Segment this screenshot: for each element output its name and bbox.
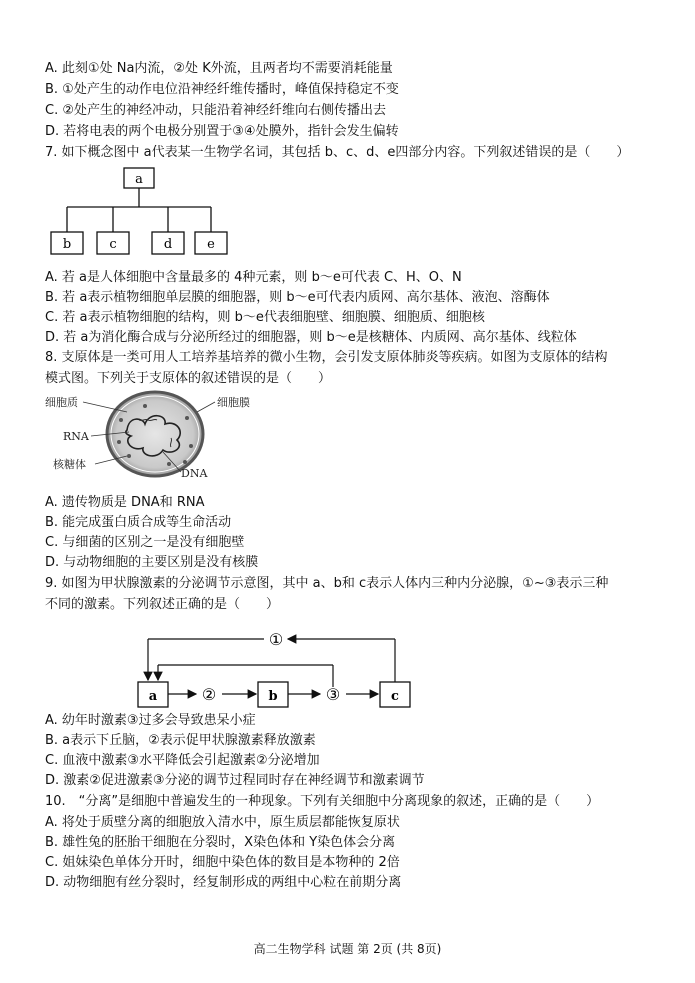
q9-option-b: B. a表示下丘脑，②表示促甲状腺激素释放激素 [45,733,316,748]
cell-membrane [107,392,203,476]
concept-node-d: d [163,237,173,252]
q6-option-b: B. ①处产生的动作电位沿神经纤维传播时，峰值保持稳定不变 [45,82,399,97]
label-rna: RNA [63,430,89,443]
label-cytoplasm: 细胞质 [45,396,78,409]
label-ribosome: 核糖体 [53,458,86,471]
mycoplasma-structure-diagram [45,390,275,490]
q7-option-a: A. 若 a是人体细胞中含量最多的 4种元素，则 b～e可代表 C、H、O、N [45,270,462,285]
q8-option-a: A. 遗传物质是 DNA和 RNA [45,495,205,510]
concept-node-e: e [207,237,215,252]
concept-map-diagram [45,165,245,260]
label-cell-membrane: 细胞膜 [217,396,250,409]
q8-option-b: B. 能完成蛋白质合成等生命活动 [45,515,232,530]
q9-option-d: D. 激素②促进激素③分泌的调节过程同时存在神经调节和激素调节 [45,773,425,788]
q10-stem: 10. “分离”是细胞中普遍发生的一种现象。下列有关细胞中分离现象的叙述，正确的是（ ） [45,794,600,809]
q9-option-c: C. 血液中激素③水平降低会引起激素②分泌增加 [45,753,320,768]
q9-stem-line2: 不同的激素。下列叙述正确的是（ ） [45,597,280,612]
q9-stem-line1: 9. 如图为甲状腺激素的分泌调节示意图，其中 a、b和 c表示人体内三种内分泌腺，①~③表示三种 [45,576,609,591]
concept-node-b: b [62,237,72,252]
q6-option-a: A. 此刻①处 Na内流，②处 K外流，且两者均不需要消耗能量 [45,61,393,76]
q6-option-c: C. ②处产生的神经冲动，只能沿着神经纤维向右侧传播出去 [45,103,386,118]
hormone-1: ① [268,630,284,649]
q10-option-c: C. 姐妹染色单体分开时，细胞中染色体的数目是本物种的 2倍 [45,855,400,870]
q10-option-a: A. 将处于质壁分离的细胞放入清水中，原生质层都能恢复原状 [45,815,400,830]
q7-option-c: C. 若 a表示植物细胞的结构，则 b～e代表细胞壁、细胞膜、细胞质、细胞核 [45,310,485,325]
q7-option-d: D. 若 a为消化酶合成与分泌所经过的细胞器，则 b～e是核糖体、内质网、高尔基体、线粒体 [45,330,577,345]
page-footer: 高二生物学科 试题 第 2页 (共 8页) [253,942,442,956]
gland-c: c [391,689,399,704]
concept-node-a: a [135,172,143,187]
q7-option-b: B. 若 a表示植物细胞单层膜的细胞器，则 b～e可代表内质网、高尔基体、液泡、溶酶体 [45,290,550,305]
q10-option-b: B. 雄性兔的胚胎干细胞在分裂时，X染色体和 Y染色体会分离 [45,835,396,850]
hormone-3: ③ [325,685,341,704]
concept-node-c: c [109,237,117,252]
q8-option-c: C. 与细菌的区别之一是没有细胞壁 [45,535,245,550]
thyroid-regulation-diagram [130,625,420,715]
q8-stem-line1: 8. 支原体是一类可用人工培养基培养的微小生物，会引发支原体肺炎等疾病。如图为支原体的结构 [45,350,608,365]
label-dna: DNA [181,467,208,480]
q8-stem-line2: 模式图。下列关于支原体的叙述错误的是（ ） [45,371,332,386]
q7-stem: 7. 如下概念图中 a代表某一生物学名词，其包括 b、c、d、e四部分内容。下列叙述错误的是（ ） [45,145,630,160]
gland-b: b [268,689,278,704]
q9-option-a: A. 幼年时激素③过多会导致患呆小症 [45,713,256,728]
gland-a: a [148,689,158,704]
hormone-2: ② [201,685,217,704]
q10-option-d: D. 动物细胞有丝分裂时，经复制形成的两组中心粒在前期分离 [45,875,402,890]
q8-option-d: D. 与动物细胞的主要区别是没有核膜 [45,555,259,570]
q6-option-d: D. 若将电表的两个电极分别置于③④处膜外，指针会发生偏转 [45,124,399,139]
